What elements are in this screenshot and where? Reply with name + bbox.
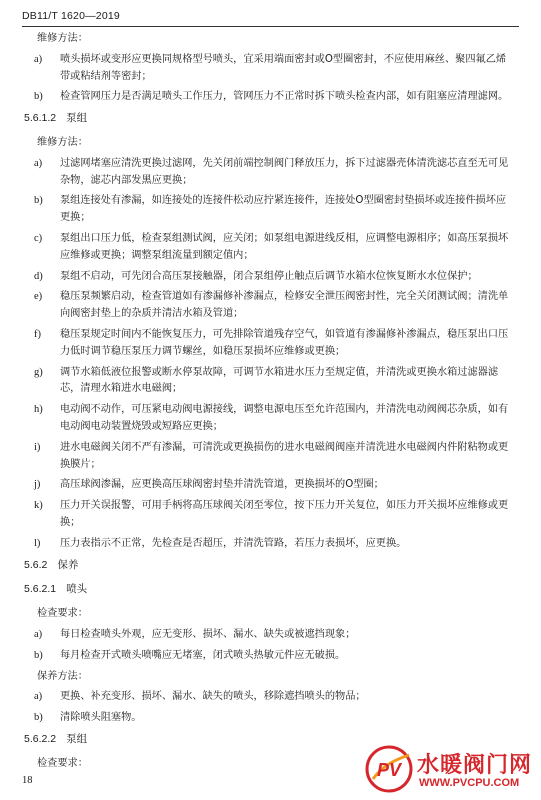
section-number: 5.6.2.1 (24, 583, 57, 596)
list-item (24, 498, 516, 532)
page-number: 18 (22, 775, 33, 786)
list-item-text: 压力开关误报警，可用手柄将高压球阀关闭至零位，按下压力开关复位，如压力开关损坏应维修或更换； (60, 500, 509, 528)
svg-text:PV: PV (376, 760, 402, 780)
header-rule (22, 26, 519, 27)
paragraph: 维修方法： (37, 136, 88, 148)
list-item-text: 每月检查开式喷头喷嘴应无堵塞，闭式喷头热敏元件应无破损。 (60, 649, 346, 661)
document-id-header: DB11/T 1620—2019 (22, 10, 120, 22)
list-item (24, 648, 516, 665)
list-item-text: 每日检查喷头外观，应无变形、损坏、漏水、缺失或被遮挡现象； (60, 628, 356, 640)
section-number: 5.6.2.2 (24, 732, 57, 745)
list-item (24, 627, 516, 644)
paragraph: 检查要求： (37, 608, 88, 620)
list-item (24, 402, 516, 436)
watermark-logo-icon (365, 745, 413, 793)
list-item-text: 稳压泵频繁启动，检查管道如有渗漏修补渗漏点，检修安全泄压阀密封性，完全关闭测试阀；清洗单向阀密封垫上的杂质并清洁水箱及管道； (60, 291, 509, 320)
section-heading (24, 581, 516, 598)
section-heading (24, 557, 516, 574)
watermark-url: WWW.PVCPU.COM (419, 777, 520, 789)
list-item (24, 289, 516, 323)
section-heading (24, 110, 516, 127)
list-item-text: 高压球阀渗漏，应更换高压球阀密封垫并清洗管道，更换损坏的O型圈； (60, 479, 384, 491)
list-item-text: 喷头损坏或变形应更换同规格型号喷头，宜采用端面密封或O型圈密封，不应使用麻丝、聚四氟乙烯带或粘结剂等密封； (60, 53, 507, 82)
list-marker: a) (34, 691, 43, 703)
section-title: 保养 (57, 558, 79, 571)
paragraph: 保养方法： (37, 670, 88, 682)
list-marker: i) (34, 441, 41, 453)
list-marker: a) (34, 628, 43, 640)
list-item-text: 进水电磁阀关闭不严有渗漏，可清洗或更换损伤的进水电磁阀阀座并清洗进水电磁阀内件附粘物或更换膜片； (60, 441, 509, 470)
document-body (24, 31, 516, 776)
list-marker: j) (34, 479, 41, 491)
list-item-text: 泵组不启动，可先闭合高压泵接触器，闭合泵组停止触点后调节水箱水位恢复断水水位保护； (60, 270, 478, 282)
list-marker: k) (34, 500, 43, 512)
section-title: 泵组 (66, 112, 88, 125)
list-item-text: 调节水箱低液位报警或断水停泵故障，可调节水箱进水压力至规定值，并清洗或更换水箱过滤器滤芯，清理水箱进水电磁阀； (60, 366, 499, 395)
list-marker: b) (34, 195, 43, 207)
list-item-text: 过滤网堵塞应清洗更换过滤网，先关闭前端控制阀门释放压力，拆下过滤器壳体清洗滤芯直至无可见杂物，滤芯内部发黑应更换； (60, 157, 509, 186)
list-marker: g) (34, 366, 43, 378)
list-item (24, 231, 516, 265)
list-marker: d) (34, 270, 43, 282)
list-marker: f) (34, 328, 41, 340)
list-item (24, 689, 516, 706)
list-item-text: 泵组出口压力低，检查泵组测试阀，应关闭；如泵组电源进线反相，应调整电源相序；如高压泵损坏应维修或更换；调整泵组流量到额定值内； (60, 232, 509, 261)
list-item-text: 电动阀不动作，可压紧电动阀电源接线，调整电源电压至允许范围内，并清洗电动阀阀芯杂质，如有电动阀电动装置烧毁或短路应更换； (60, 404, 509, 432)
section-number: 5.6.1.2 (24, 112, 57, 125)
list-marker: c) (34, 232, 43, 244)
list-item (24, 477, 516, 494)
list-marker: b) (34, 649, 43, 661)
list-marker: b) (34, 712, 43, 724)
list-item (24, 327, 516, 361)
list-marker: a) (34, 53, 43, 65)
list-marker: b) (34, 91, 43, 103)
list-item-text: 清除喷头阻塞物。 (60, 712, 142, 724)
watermark (365, 745, 535, 795)
list-item (24, 89, 516, 106)
watermark-site-name: 水暖阀门网 (417, 753, 533, 778)
list-item (24, 440, 516, 474)
section-title: 喷头 (66, 583, 88, 596)
section-number: 5.6.2 (24, 558, 48, 571)
list-marker: h) (34, 404, 43, 416)
list-item (24, 365, 516, 399)
list-item (24, 193, 516, 227)
list-item (24, 269, 516, 286)
section-title: 泵组 (66, 732, 88, 745)
paragraph: 检查要求： (37, 757, 88, 769)
list-item (24, 536, 516, 553)
list-item (24, 710, 516, 727)
list-item (24, 52, 516, 86)
list-item-text: 检查管网压力是否满足喷头工作压力，管网压力不正常时拆下喷头检查内部，如有阻塞应清理滤网。 (60, 91, 509, 103)
list-item (24, 156, 516, 190)
list-item-text: 更换、补充变形、损坏、漏水、缺失的喷头，移除遮挡喷头的物品； (60, 691, 366, 703)
paragraph: 维修方法： (37, 33, 88, 44)
list-item-text: 稳压泵规定时间内不能恢复压力，可先排除管道残存空气，如管道有渗漏修补渗漏点，稳压泵出口压力低时调节稳压泵压力调节螺丝，如稳压泵损坏应维修或更换； (60, 328, 509, 357)
list-marker: l) (34, 537, 41, 549)
list-item-text: 压力表指示不正常，先检查是否超压，并清洗管路，若压力表损坏，应更换。 (60, 537, 407, 549)
list-marker: e) (34, 291, 43, 303)
list-marker: a) (34, 157, 43, 169)
list-item-text: 泵组连接处有渗漏，如连接处的连接件松动应拧紧连接件，连接处O型圈密封垫损坏或连接件损坏应更换； (60, 195, 507, 224)
